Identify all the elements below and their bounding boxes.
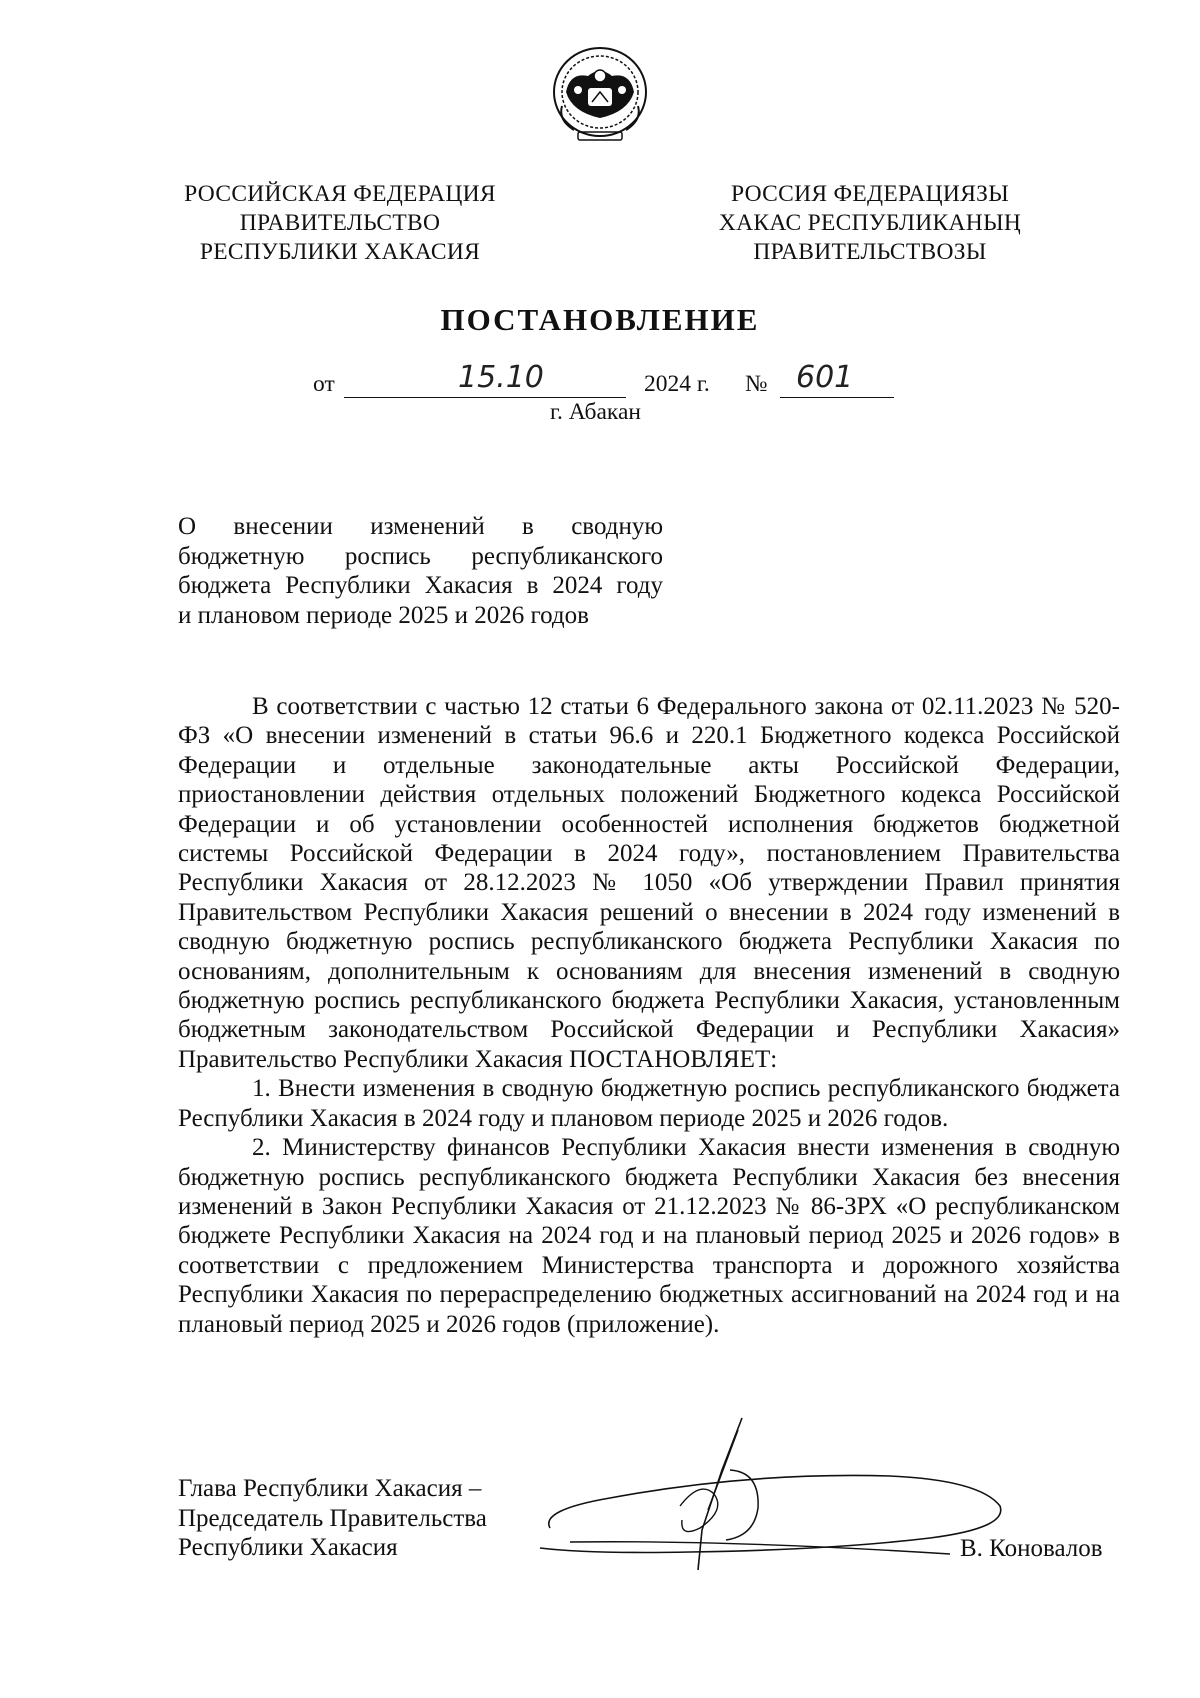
header-left-line: РЕСПУБЛИКИ ХАКАСИЯ xyxy=(199,239,481,265)
subject-line: бюджетную роспись республиканского xyxy=(178,542,663,570)
date-year: 2024 г. xyxy=(644,371,710,397)
city: г. Абакан xyxy=(550,399,641,425)
coat-of-arms-emblem xyxy=(548,46,652,144)
date-blank-line xyxy=(344,397,626,398)
item-2-paragraph: 2. Министерству финансов Республики Хакасия внести изменения в сводную бюджетную роспись республиканского бюджета Республики Хакасия без внесения изменений в Закон Республики Хакасия от 21.12.2023 № 86-ЗРХ «О республиканском бюджете Республики Хакасия на 2024 год и на плановый период 2025 и 2026 годов» в соответствии с предложением Министерства транспорта и дорожного хозяйства Республики Хакасия по перераспределению бюджетных ассигнований на 2024 год и на плановый период 2025 и 2026 годов (приложение). xyxy=(178,1134,1120,1338)
document-title: ПОСТАНОВЛЕНИЕ xyxy=(440,302,760,337)
header-right-line: ХАКАС РЕСПУБЛИКАНЫҢ xyxy=(718,210,1022,236)
signatory-position-line: Республики Хакасия xyxy=(178,1534,398,1562)
signatory-name: В. Коновалов xyxy=(960,1535,1103,1562)
handwritten-number: 601 xyxy=(796,360,854,395)
header-right-line: РОССИЯ ФЕДЕРАЦИЯЗЫ xyxy=(730,181,1010,207)
header-left-line: РОССИЙСКАЯ ФЕДЕРАЦИЯ xyxy=(184,181,496,207)
preamble-paragraph: В соответствии с частью 12 статьи 6 Федерального закона от 02.11.2023 № 520-ФЗ «О внесении изменений в статьи 96.6 и 220.1 Бюджетного кодекса Российской Федерации и отдельные законодательные акты Российской Федерации, приостановлении действия отдельных положений Бюджетного кодекса Российской Федерации и об установлении особенностей исполнения бюджетов бюджетной системы Российской Федерации в 2024 году», постановлением Правительства Республики Хакасия от 28.12.2023 № 1050 «Об утверждении Правил принятия Правительством Республики Хакасия решений о внесении в 2024 году изменений в сводную бюджетную роспись республиканского бюджета Республики Хакасия по основаниям, дополнительным к основаниям для внесения изменений в сводную бюджетную роспись республиканского бюджета Республики Хакасия, установленным бюджетным законодательством Российской Федерации и Республики Хакасия» Правительство Республики Хакасия ПОСТАНОВЛЯЕТ: xyxy=(178,693,1120,1073)
signatory-position-line: Председатель Правительства xyxy=(178,1504,487,1532)
subject-line: О внесении изменений в сводную xyxy=(178,513,663,540)
number-blank-line xyxy=(780,397,894,398)
header-left xyxy=(170,180,510,267)
date-prefix: от xyxy=(313,371,335,397)
header-right-line: ПРАВИТЕЛЬСТВОЗЫ xyxy=(753,239,987,265)
header-left-line: ПРАВИТЕЛЬСТВО xyxy=(239,210,441,236)
handwritten-date: 15.10 xyxy=(458,360,544,395)
document-body xyxy=(178,692,1120,1339)
subject-line: бюджета Республики Хакасия в 2024 году xyxy=(178,572,663,600)
item-1-paragraph: 1. Внести изменения в сводную бюджетную роспись республиканского бюджета Республики Хакасия в 2024 году и плановом периоде 2025 и 2026 годов. xyxy=(178,1075,1120,1132)
handwritten-signature xyxy=(530,1410,1030,1580)
signatory-position-line: Глава Республики Хакасия – xyxy=(178,1475,482,1502)
subject-block xyxy=(178,512,663,630)
signatory-position xyxy=(178,1474,538,1563)
number-sign: № xyxy=(745,371,768,397)
subject-line: и плановом периоде 2025 и 2026 годов xyxy=(178,601,589,629)
header-right xyxy=(700,180,1040,267)
